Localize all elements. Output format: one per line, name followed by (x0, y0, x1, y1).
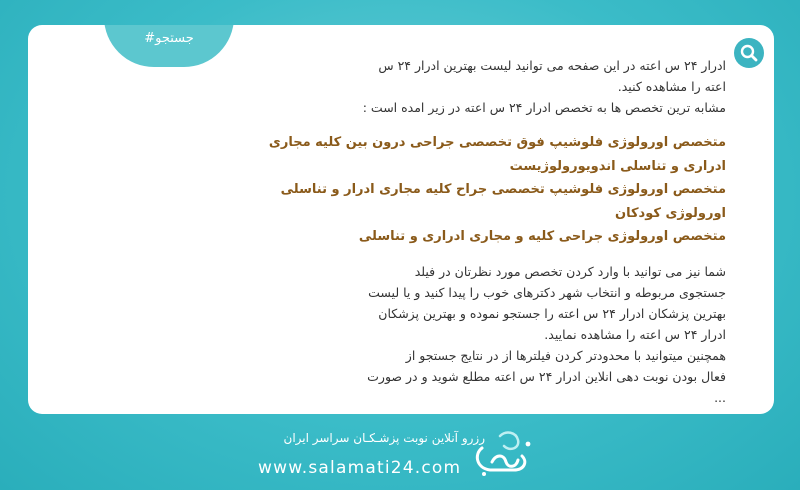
help-line: ... (714, 389, 726, 405)
help-line: همچنین میتوانید با محدودتر کردن فیلترها از در نتایج جستجو از (405, 347, 726, 363)
help-line: فعال بودن نوبت دهی انلاین ادرار ۲۴ س اعته مطلع شوید و در صورت (367, 368, 726, 384)
help-line: شما نیز می توانید با وارد کردن تخصص مورد نظرتان در فیلد (414, 263, 726, 279)
specialty-item[interactable]: متخصص اورولوژی جراحی کلیه و مجاری ادراری و تناسلی (358, 229, 726, 244)
search-tag-tab[interactable]: #جستجو (104, 25, 234, 67)
search-button[interactable] (734, 38, 764, 68)
intro-line: ادرار ۲۴ س اعته در این صفحه می توانید لیست بهترین ادرار ۲۴ س (378, 58, 726, 73)
content-card (28, 25, 774, 414)
search-icon (739, 43, 759, 63)
footer-title: رزرو آنلاین نوبت پزشـکـان سراسر ایران (283, 431, 485, 445)
specialty-item[interactable]: اورولوژی کودکان (615, 205, 726, 221)
help-line: ادرار ۲۴ س اعته را مشاهده نمایید. (544, 326, 726, 342)
specialty-item[interactable]: متخصص اورولوژی فلوشیپ تخصصی جراح کلیه مجاری ادرار و تناسلی (280, 182, 726, 197)
help-line: بهترین پزشکان ادرار ۲۴ س اعته را جستجو نموده و بهترین پزشکان (378, 305, 726, 321)
page-content (52, 55, 726, 408)
help-text (52, 261, 726, 408)
specialty-item[interactable]: ادراری و تناسلی اندویورولوژیست (509, 158, 726, 174)
specialty-item[interactable]: متخصص اورولوژی فلوشیپ فوق تخصصی جراحی درون بین کلیه مجاری (268, 135, 726, 150)
footer-url-link[interactable]: www.salamati24.com (258, 458, 462, 478)
intro-line: اعته را مشاهده کنید. (617, 79, 726, 94)
intro-text (52, 55, 726, 118)
intro-line: مشابه ترین تخصص ها به تخصص ادرار ۲۴ س اعته در زیر امده است : (362, 100, 726, 115)
specialty-list (52, 131, 726, 249)
help-line: جستجوی مربوطه و انتخاب شهر دکترهای خوب را پیدا کنید و یا لیست (368, 284, 726, 300)
